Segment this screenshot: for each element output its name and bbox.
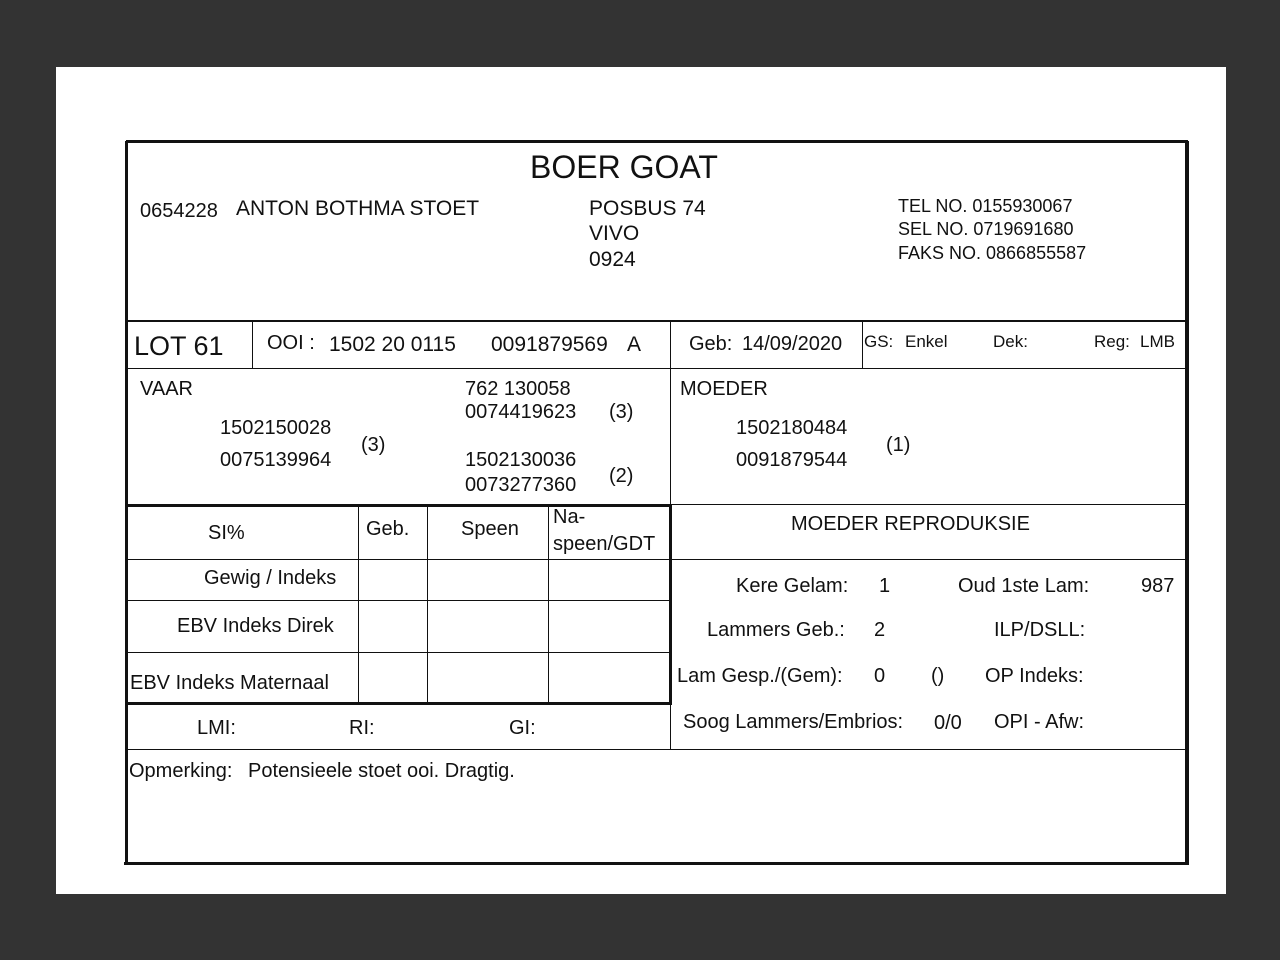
ooi-reg: 0091879569 [491, 333, 608, 356]
vaar-moeder-count: (2) [609, 465, 634, 487]
divider [128, 368, 1188, 369]
lammers-geb-value: 2 [874, 619, 886, 641]
gs-value: Enkel [905, 332, 948, 351]
dek-label: Dek: [993, 332, 1028, 351]
divider [128, 504, 672, 507]
gi-label: GI: [509, 717, 536, 739]
divider [670, 322, 671, 368]
divider [670, 504, 1188, 505]
soog-lammers-label: Soog Lammers/Embrios: [683, 711, 904, 733]
address-line-2: VIVO [589, 222, 640, 245]
vaar-vaar-id-1: 762 130058 [465, 378, 571, 400]
remark-label: Opmerking: [129, 760, 233, 782]
vaar-label: VAAR [140, 378, 193, 400]
divider [128, 749, 1188, 750]
divider [669, 507, 672, 705]
divider [548, 507, 549, 703]
gs-label: GS: [864, 332, 894, 351]
soog-lammers-value: 0/0 [934, 712, 962, 734]
breeder-name: ANTON BOTHMA STOET [236, 197, 480, 220]
lam-gesp-value: 0 [874, 665, 886, 687]
lam-gem-value: () [931, 665, 945, 687]
address-line-3: 0924 [589, 248, 636, 271]
divider [358, 507, 359, 703]
col-header-speen: Speen [461, 518, 519, 540]
moeder-id-2: 0091879544 [736, 449, 848, 471]
kere-gelam-value: 1 [879, 575, 891, 597]
breeder-id: 0654228 [140, 200, 218, 222]
divider [128, 559, 1188, 560]
border-top [126, 140, 1188, 143]
divider [252, 322, 253, 368]
col-header-geb: Geb. [366, 518, 410, 540]
lammers-geb-label: Lammers Geb.: [707, 619, 845, 641]
moeder-label: MOEDER [680, 378, 768, 400]
remark-text: Potensieele stoet ooi. Dragtig. [248, 760, 515, 782]
divider [128, 702, 672, 705]
moeder-count: (1) [886, 434, 911, 456]
divider [128, 652, 671, 653]
ooi-id: 1502 20 0115 [329, 333, 456, 356]
ilp-dsll-label: ILP/DSLL: [994, 619, 1086, 641]
card-title: BOER GOAT [530, 149, 718, 185]
lot-number: LOT 61 [134, 331, 224, 361]
address-line-1: POSBUS 74 [589, 197, 706, 220]
opi-afw-label: OPI - Afw: [994, 711, 1085, 733]
divider [427, 507, 428, 703]
divider [128, 320, 1188, 322]
lmi-label: LMI: [197, 717, 236, 739]
lot-card-page [56, 67, 1226, 894]
vaar-id-2: 0075139964 [220, 449, 332, 471]
vaar-count: (3) [361, 434, 386, 456]
row-label-ebv-maternaal: EBV Indeks Maternaal [130, 672, 329, 694]
border-right [1185, 141, 1189, 865]
kere-gelam-label: Kere Gelam: [736, 575, 849, 597]
divider [128, 600, 671, 601]
ooi-grade: A [627, 333, 642, 356]
op-indeks-label: OP Indeks: [985, 665, 1084, 687]
moeder-id-1: 1502180484 [736, 417, 848, 439]
vaar-vaar-id-2: 0074419623 [465, 401, 577, 423]
sel-number: SEL NO. 0719691680 [898, 219, 1074, 239]
faks-number: FAKS NO. 0866855587 [898, 243, 1087, 263]
border-left [125, 141, 128, 865]
ooi-label: OOI : [267, 332, 315, 354]
col-header-si: SI% [208, 522, 245, 544]
vaar-moeder-id-2: 0073277360 [465, 474, 577, 496]
vaar-id-1: 1502150028 [220, 417, 332, 439]
ri-label: RI: [349, 717, 375, 739]
reg-label: Reg: [1094, 332, 1130, 351]
col-header-speen-gdt: speen/GDT [553, 533, 656, 555]
col-header-na: Na- [553, 506, 586, 528]
border-bottom [124, 862, 1187, 865]
vaar-moeder-id-1: 1502130036 [465, 449, 577, 471]
row-label-gewig: Gewig / Indeks [204, 567, 337, 589]
geb-label: Geb: [689, 333, 733, 355]
oud-1ste-lam-label: Oud 1ste Lam: [958, 575, 1090, 597]
reg-value: LMB [1140, 332, 1175, 351]
reproduction-title: MOEDER REPRODUKSIE [791, 513, 1030, 535]
divider [862, 322, 863, 368]
tel-number: TEL NO. 0155930067 [898, 196, 1073, 216]
geb-date: 14/09/2020 [742, 333, 843, 355]
row-label-ebv-direk: EBV Indeks Direk [177, 615, 334, 637]
lam-gesp-label: Lam Gesp./(Gem): [677, 665, 843, 687]
oud-1ste-lam-value: 987 [1141, 575, 1175, 597]
vaar-vaar-count: (3) [609, 401, 634, 423]
